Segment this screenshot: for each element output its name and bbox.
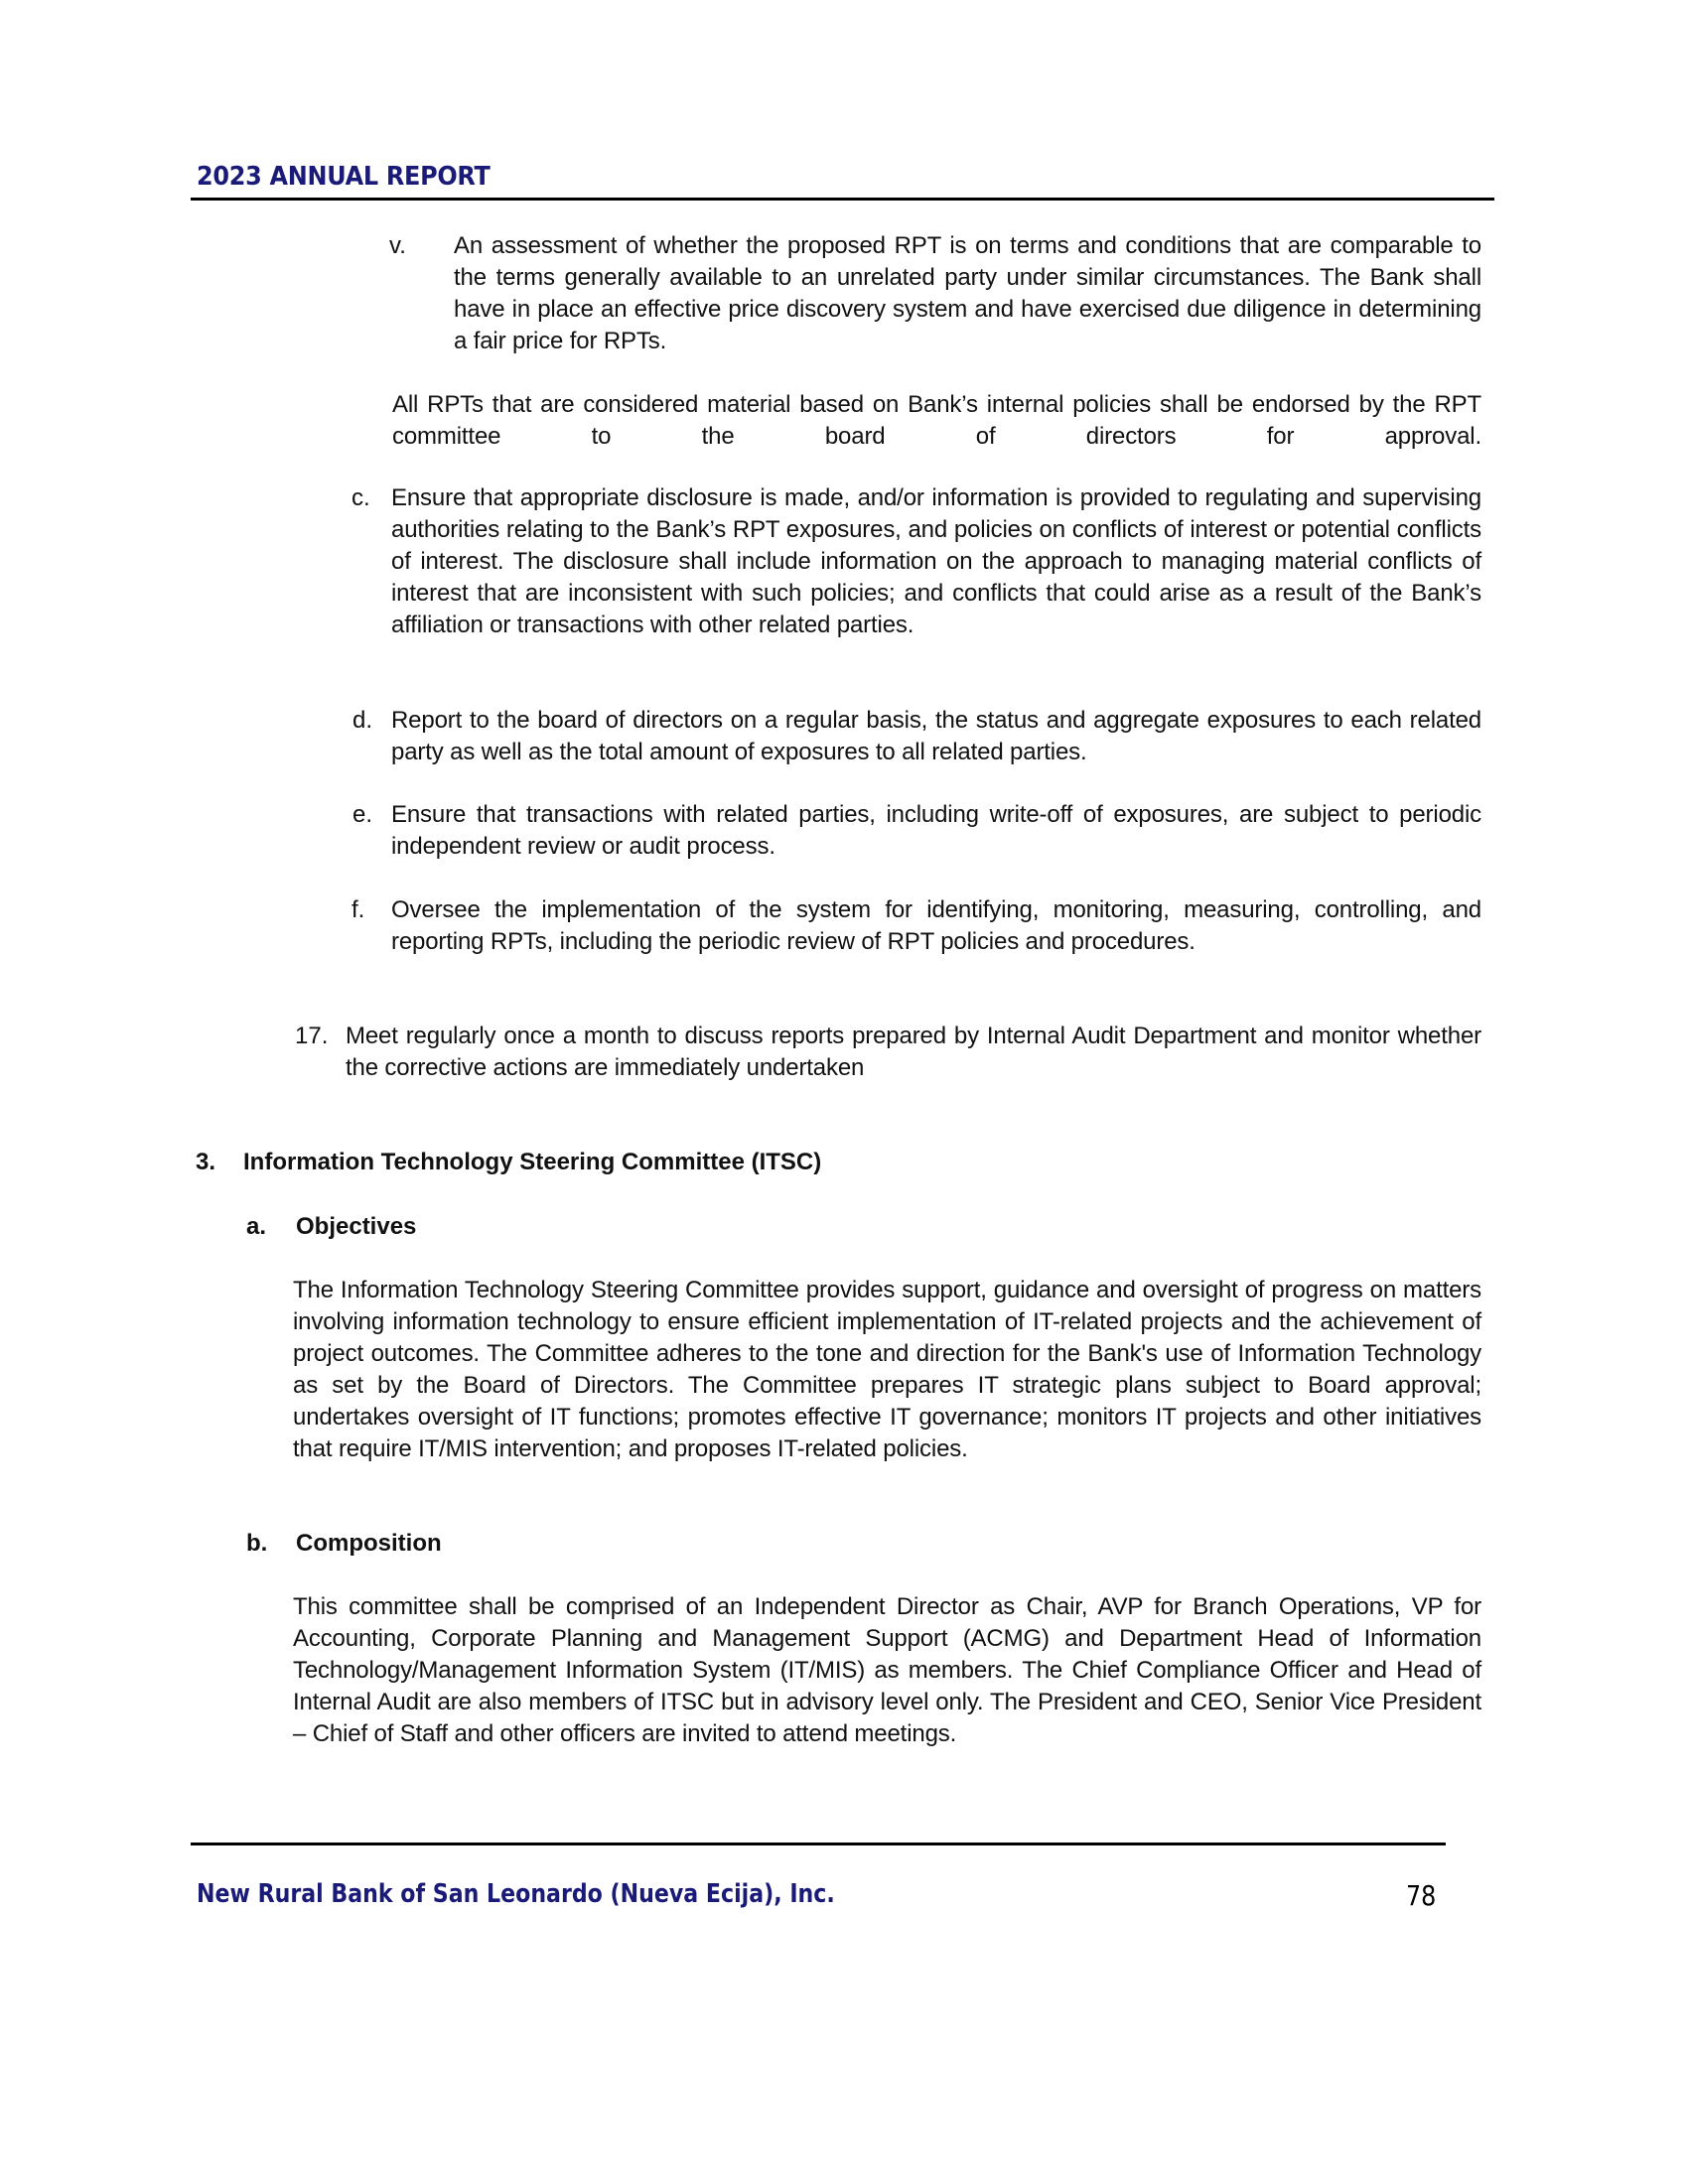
subsection-b-marker: b.	[246, 1530, 268, 1557]
list-marker-e: e.	[352, 801, 373, 828]
objectives-paragraph: The Information Technology Steering Committee provides support, guidance and oversight of progress on matters involving information technology to ensure efficient implementation of IT-related projects and the achievement of project outcomes. The Committee adheres to the tone and direction for the Bank's use of Information Technology as set by the Board of Directors. The Committee prepares IT strategic plans subject to Board approval; undertakes oversight of IT functions; promotes effective IT governance; monitors IT projects and other initiatives that require IT/MIS intervention; and proposes IT-related policies.	[293, 1277, 1481, 1462]
objectives-heading: Objectives	[296, 1213, 417, 1240]
list-marker-d: d.	[352, 707, 373, 734]
list-item-e-text: Ensure that transactions with related parties, including write-off of exposures, are subject to periodic independent review or audit process.	[391, 801, 1481, 860]
footer-divider	[191, 1843, 1446, 1845]
list-marker-f: f.	[352, 896, 365, 923]
list-item-17-text: Meet regularly once a month to discuss reports prepared by Internal Audit Department and monitor whether the corrective actions are immediately undertaken	[346, 1023, 1481, 1081]
section-3-heading: Information Technology Steering Committee (ITSC)	[243, 1149, 822, 1175]
footer-bank-name: New Rural Bank of San Leonardo (Nueva Ecija), Inc.	[197, 1879, 835, 1909]
list-item-f-text: Oversee the implementation of the system for identifying, monitoring, measuring, controlling, and reporting RPTs, including the periodic review of RPT policies and procedures.	[391, 896, 1481, 955]
list-item-v-text: An assessment of whether the proposed RPT is on terms and conditions that are comparable to the terms generally available to an unrelated party under similar circumstances. The Bank shall have in place an effective price discovery system and have exercised due diligence in determining a fair price for RPTs.	[454, 232, 1481, 354]
list-item-d-text: Report to the board of directors on a regular basis, the status and aggregate exposures to each related party as well as the total amount of exposures to all related parties.	[391, 707, 1481, 765]
list-marker-v: v.	[389, 232, 406, 259]
list-marker-17: 17.	[295, 1023, 329, 1049]
list-marker-c: c.	[352, 484, 370, 511]
section-3-marker: 3.	[196, 1149, 216, 1175]
subsection-a-marker: a.	[246, 1213, 267, 1240]
page-number: 78	[1406, 1879, 1437, 1912]
report-header-title: 2023 ANNUAL REPORT	[197, 162, 491, 192]
list-item-c-text: Ensure that appropriate disclosure is made, and/or information is provided to regulating and supervising authorities relating to the Bank’s RPT exposures, and policies on conflicts of interest or potential conflicts of interest. The disclosure shall include information on the approach to managing material conflicts of interest that are inconsistent with such policies; and conflicts that could arise as a result of the Bank’s affiliation or transactions with other related parties.	[391, 484, 1481, 638]
composition-heading: Composition	[296, 1530, 442, 1557]
rpt-endorsement-paragraph: All RPTs that are considered material based on Bank’s internal policies shall be endorsed by the RPT committee to the board of directors for approval.	[392, 391, 1481, 450]
composition-paragraph: This committee shall be comprised of an Independent Director as Chair, AVP for Branch Operations, VP for Accounting, Corporate Planning and Management Support (ACMG) and Department Head of Information Technology/Management Information System (IT/MIS) as members. The Chief Compliance Officer and Head of Internal Audit are also members of ITSC but in advisory level only. The President and CEO, Senior Vice President – Chief of Staff and other officers are invited to attend meetings.	[293, 1593, 1481, 1747]
header-divider	[191, 198, 1494, 201]
